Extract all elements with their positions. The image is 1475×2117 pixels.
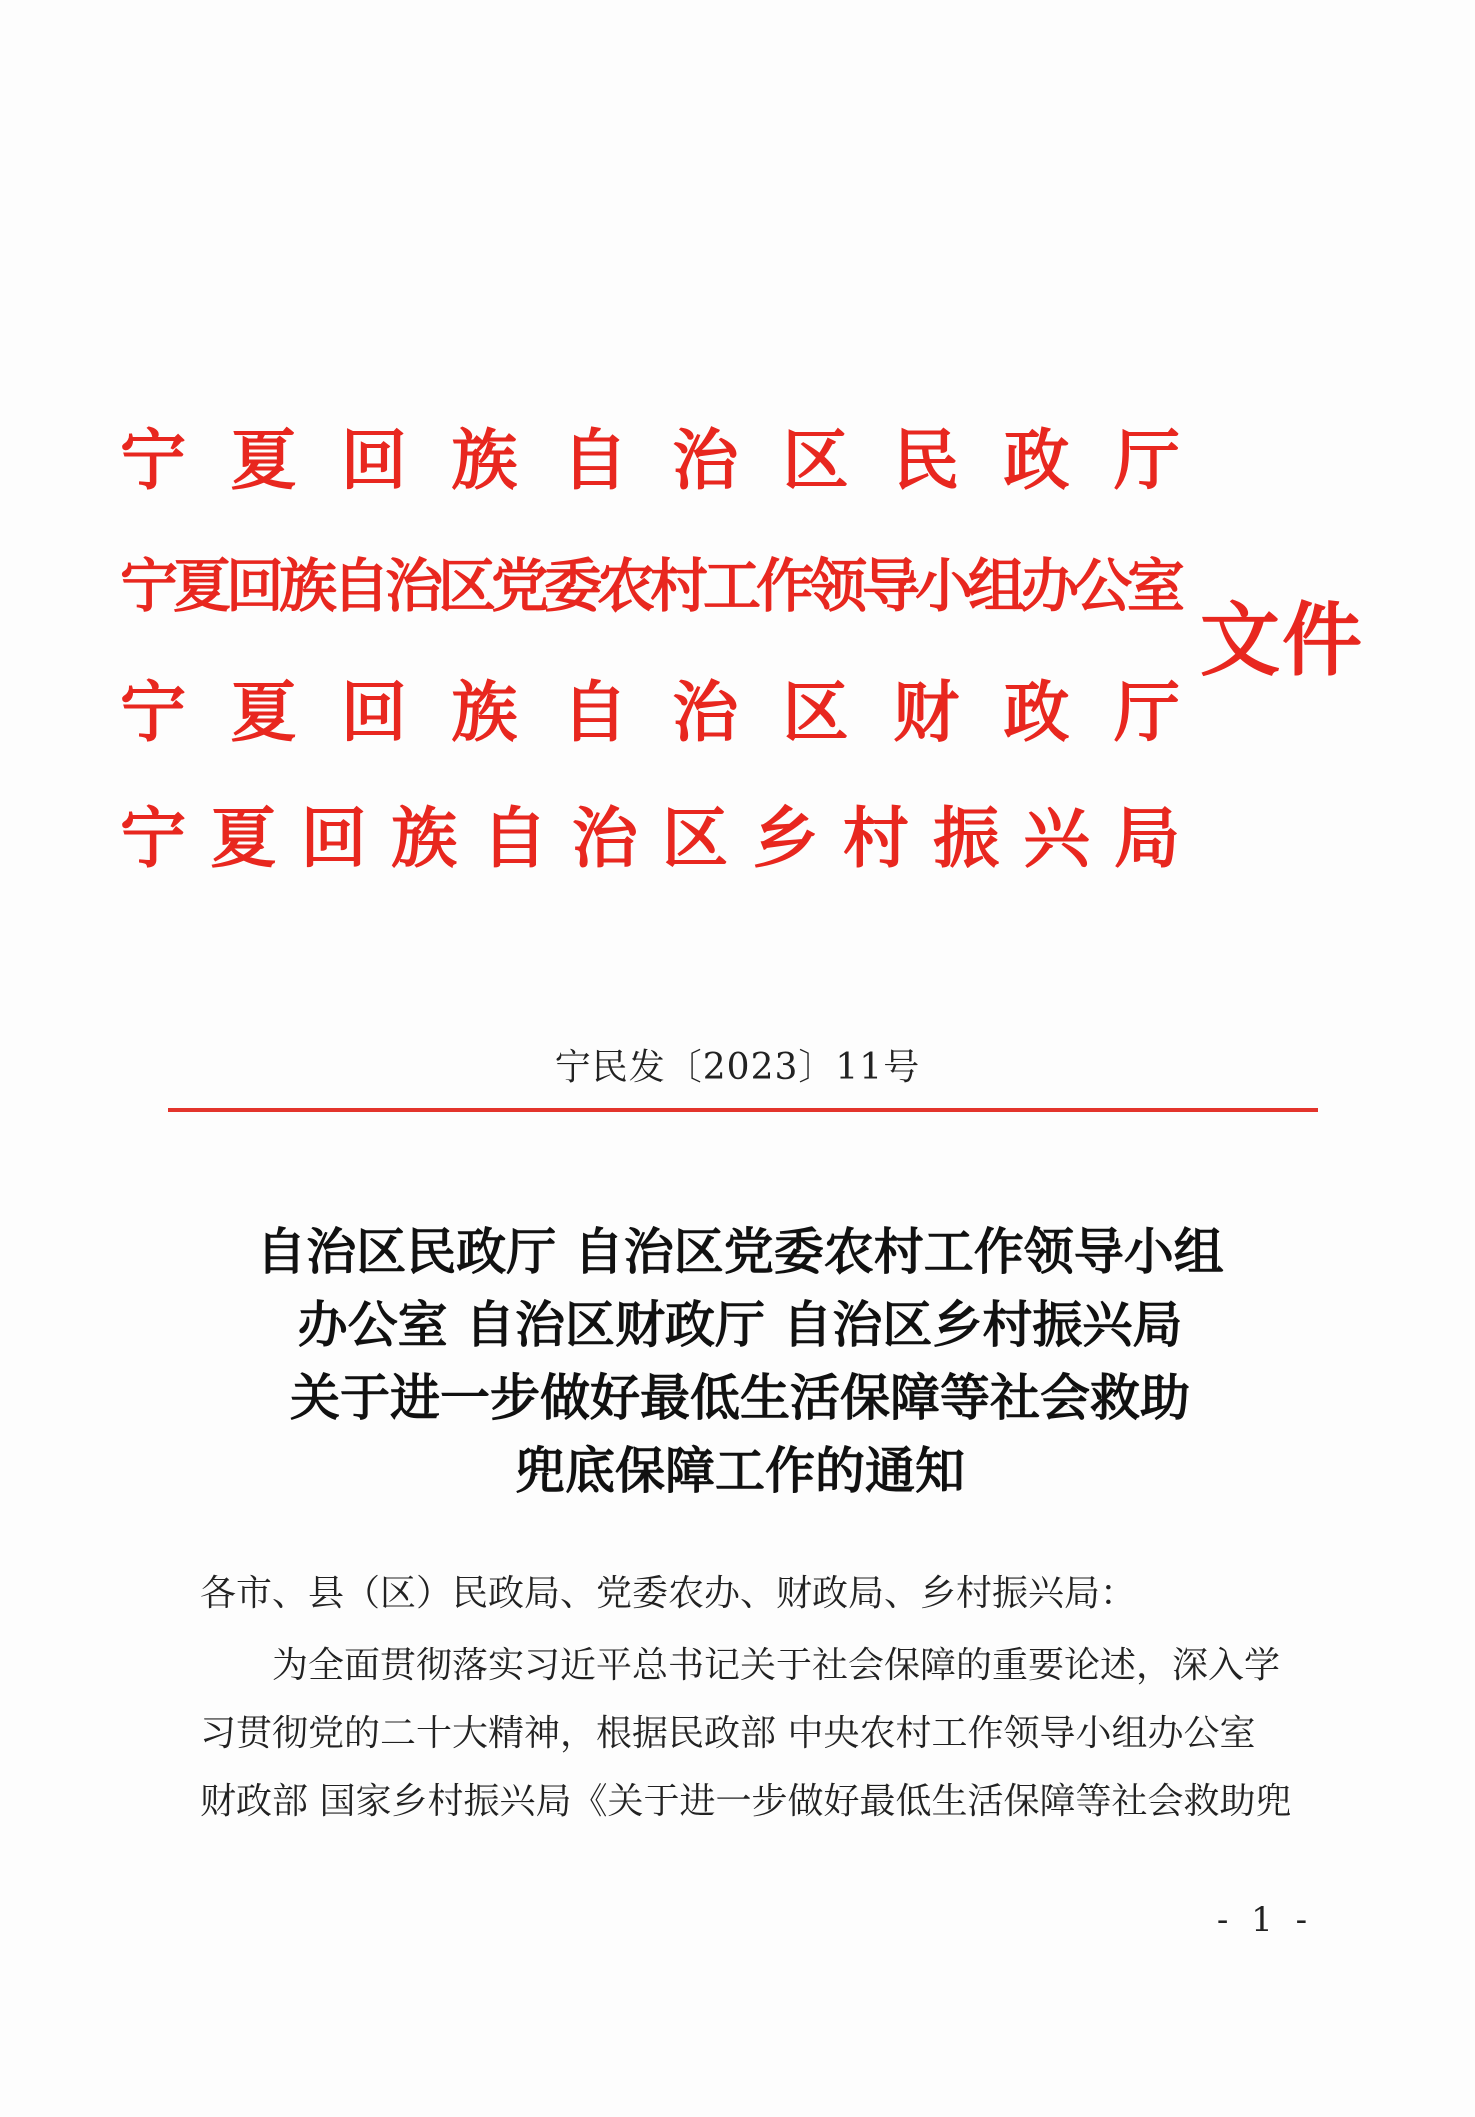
body-line: 习贯彻党的二十大精神，根据民政部 中央农村工作领导小组办公室 [200,1713,1256,1754]
issuer-char: 村 [842,799,909,877]
title-line: 自治区民政厅 自治区党委农村工作领导小组 [256,1222,1224,1281]
issuer-char: 夏 [230,673,297,751]
body-text [200,1632,1305,1836]
document-title [160,1215,1320,1507]
issuer-rural-revitalization [120,793,1180,883]
issuer-char: 区 [782,421,849,499]
salutation: 各市、县（区）民政局、党委农办、财政局、乡村振兴局： [200,1573,1137,1614]
issuer-char: 自 [561,673,628,751]
issuer-char: 政 [1003,421,1070,499]
red-separator-line [168,1108,1318,1112]
issuer-char: 自 [561,421,628,499]
issuer-char: 宁 [120,421,186,499]
page-number: - 1 - [1216,1900,1314,1940]
issuer-char: 振 [933,799,1000,877]
issuer-char: 族 [451,673,518,751]
issuer-char: 夏 [230,421,297,499]
body-line: 财政部 国家乡村振兴局《关于进一步做好最低生活保障等社会救助兜 [200,1781,1292,1822]
issuer-char: 治 [672,673,739,751]
issuer-finance [120,667,1180,757]
issuer-char: 政 [1003,673,1070,751]
document-suffix: 文件 [1200,593,1364,687]
issuer-char: 宁 [120,799,186,877]
issuer-char: 乡 [752,799,819,877]
issuer-char: 区 [782,673,849,751]
title-line: 办公室 自治区财政厅 自治区乡村振兴局 [297,1295,1183,1354]
issuer-char: 回 [300,799,367,877]
issuer-char: 区 [662,799,729,877]
issuer-char: 厅 [1113,673,1180,751]
issuer-civil-affairs [120,415,1180,505]
issuer-char: 厅 [1113,421,1180,499]
issuer-char: 民 [893,421,960,499]
issuer-char: 财 [893,673,960,751]
issuer-char: 回 [340,421,407,499]
issuer-char: 局 [1113,799,1180,877]
document-number: 宁民发〔2023〕11号 [554,1047,921,1088]
title-line: 关于进一步做好最低生活保障等社会救助 [290,1368,1190,1427]
issuer-char: 夏 [210,799,277,877]
issuer-char: 治 [672,421,739,499]
title-line: 兜底保障工作的通知 [515,1441,965,1500]
issuer-char: 族 [451,421,518,499]
issuer-char: 治 [571,799,638,877]
issuer-char: 回 [340,673,407,751]
issuer-char: 族 [391,799,458,877]
issuer-char: 宁 [120,673,186,751]
issuer-rural-work-office: 宁夏回族自治区党委农村工作领导小组办公室 [120,552,1181,620]
body-line: 为全面贯彻落实习近平总书记关于社会保障的重要论述，深入学 [272,1645,1281,1686]
issuer-char: 自 [481,799,548,877]
issuer-char: 兴 [1023,799,1090,877]
